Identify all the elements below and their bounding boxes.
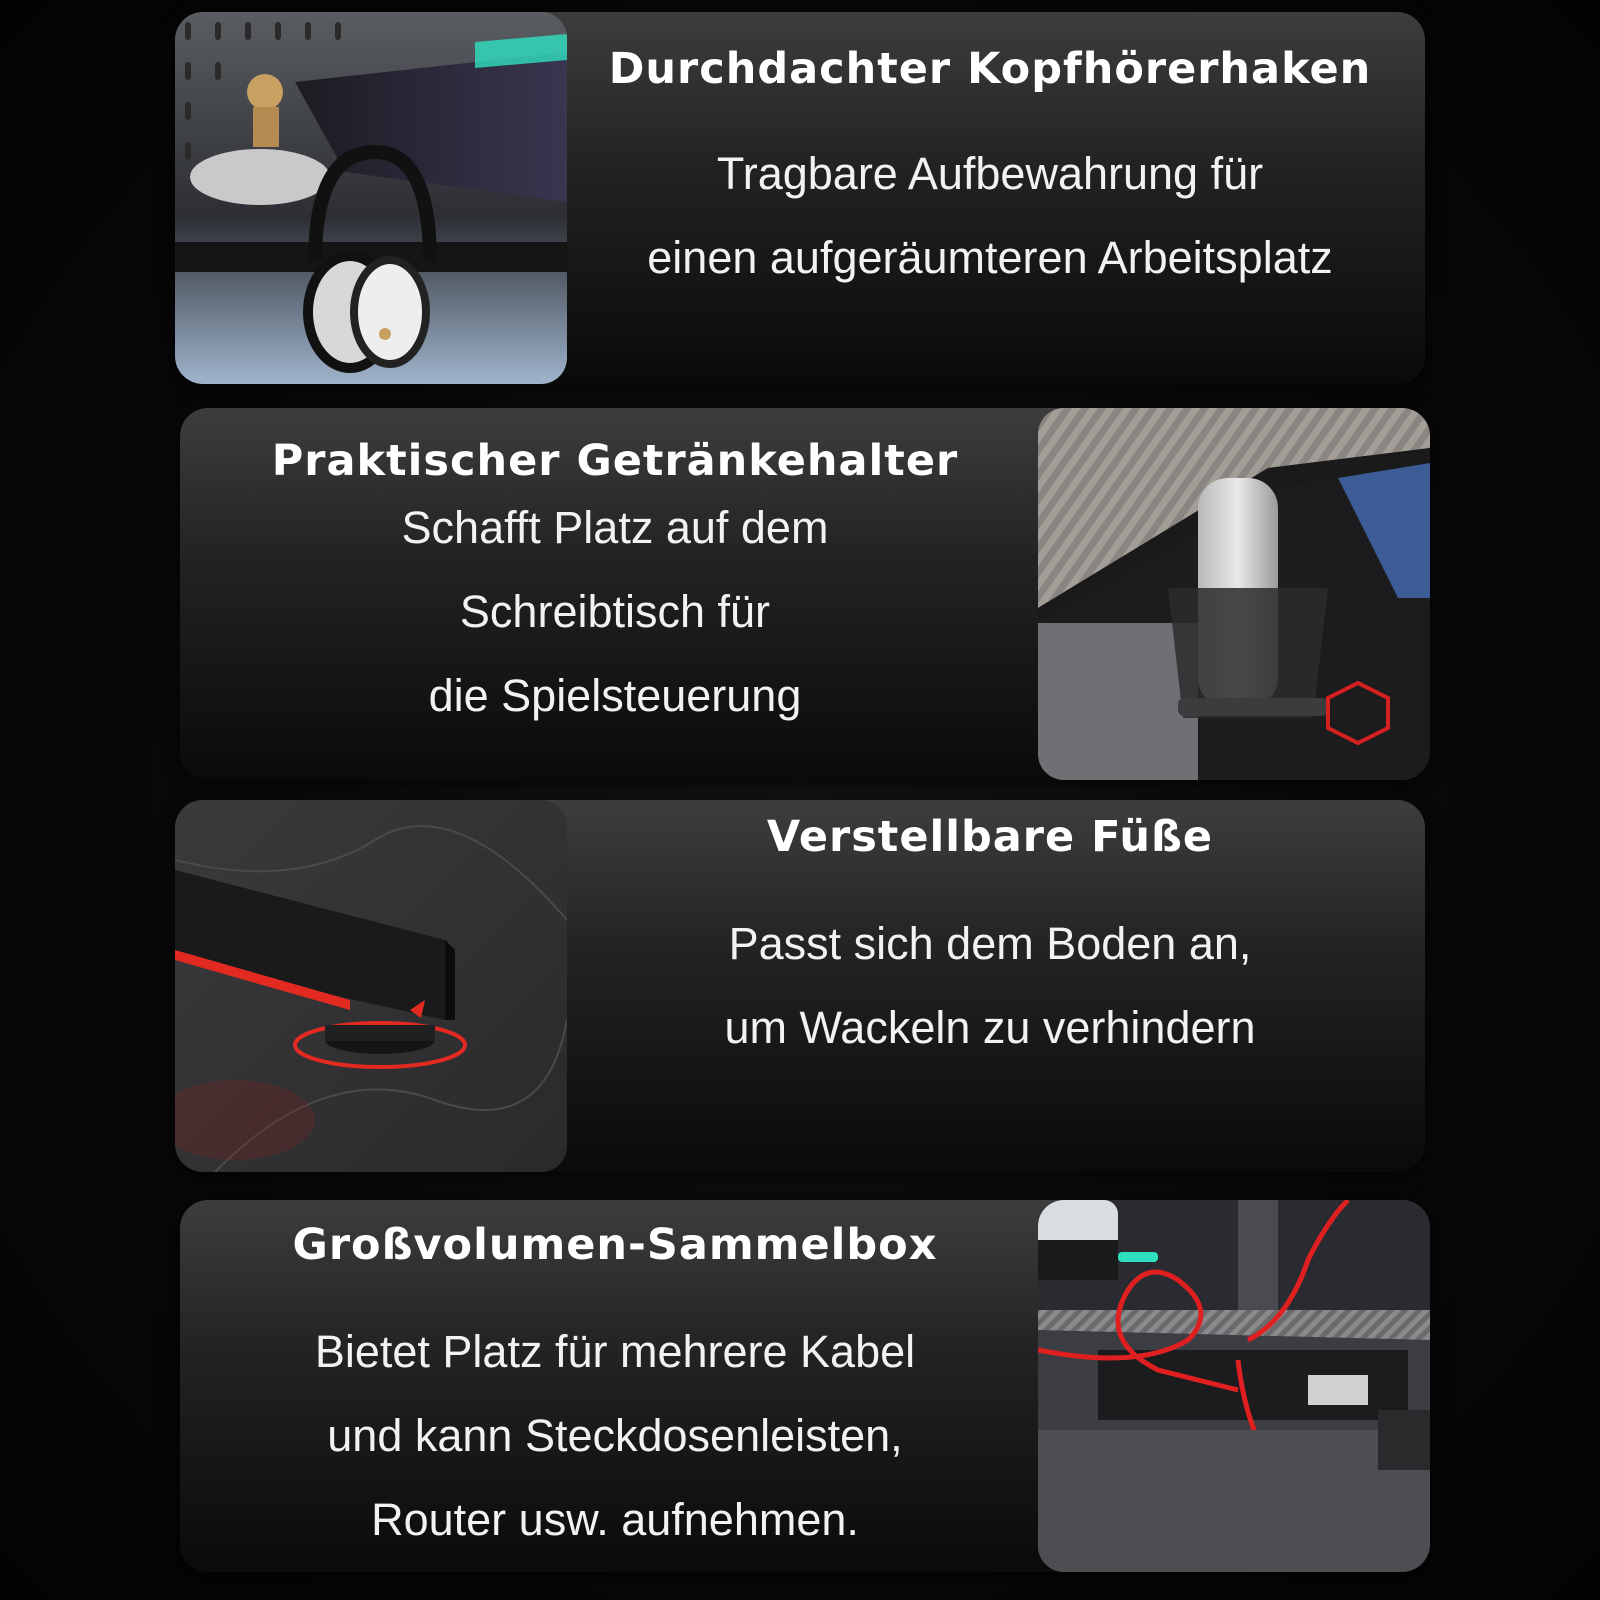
feature-card-adjustable-feet <box>175 800 1425 1172</box>
description-line: Passt sich dem Boden an, <box>728 918 1252 969</box>
cup-holder-photo <box>1038 408 1430 780</box>
adjustable-feet-text <box>575 800 1405 1172</box>
headphone-hook-photo <box>175 12 567 384</box>
description-line: und kann Steckdosenleisten, <box>327 1410 903 1461</box>
cup-holder-text <box>200 408 1030 780</box>
description-line: Bietet Platz für mehrere Kabel <box>314 1326 916 1377</box>
description-line: die Spielsteuerung <box>428 670 802 721</box>
description-line: Schafft Platz auf dem <box>401 502 829 553</box>
feature-title: Praktischer Getränkehalter <box>271 436 959 486</box>
feature-description <box>647 132 1332 300</box>
description-line: Schreibtisch für <box>459 586 771 637</box>
adjustable-feet-photo <box>175 800 567 1172</box>
description-line: Tragbare Aufbewahrung für <box>716 148 1264 199</box>
feature-title: Durchdachter Kopfhörerhaken <box>608 44 1372 94</box>
feature-description <box>315 1310 915 1562</box>
feature-description <box>724 902 1255 1070</box>
feature-card-headphone-hook <box>175 12 1425 384</box>
description-line: Router usw. aufnehmen. <box>371 1494 859 1545</box>
cable-box-text <box>200 1200 1030 1572</box>
description-line: einen aufgeräumteren Arbeitsplatz <box>647 232 1333 283</box>
feature-card-cup-holder <box>180 408 1430 780</box>
headphone-hook-text <box>575 12 1405 384</box>
feature-description <box>402 486 829 738</box>
cable-box-photo <box>1038 1200 1430 1572</box>
description-line: um Wackeln zu verhindern <box>724 1002 1256 1053</box>
feature-title: Verstellbare Füße <box>766 812 1214 862</box>
feature-title: Großvolumen-Sammelbox <box>292 1220 938 1270</box>
feature-card-cable-box <box>180 1200 1430 1572</box>
